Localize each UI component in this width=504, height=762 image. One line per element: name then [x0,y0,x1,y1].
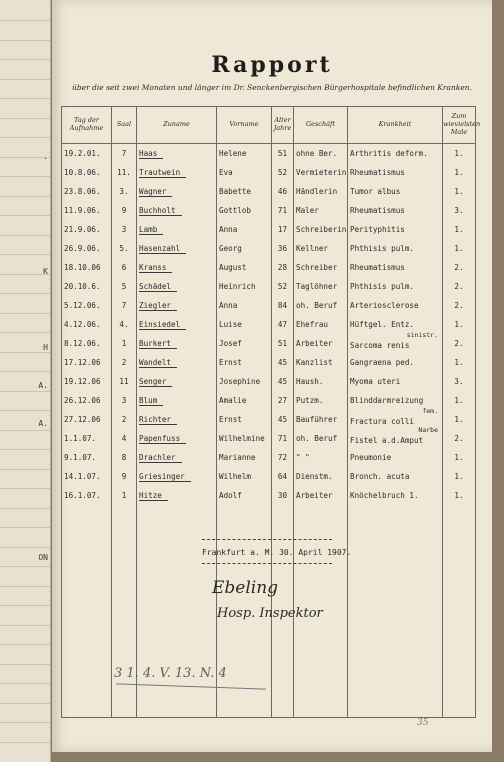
cell-occupation: Kanzlist [294,353,348,372]
table-row [62,448,476,467]
table-row [62,144,476,164]
cell-times: 1. [443,486,476,505]
cell-times: 1. [443,448,476,467]
cell-occupation: Vermieterin [294,163,348,182]
cell-occupation: oh. Beruf [294,296,348,315]
cell-hall: 1 [112,334,137,353]
cell-date: 20.10.6. [62,277,112,296]
cell-hall: 4. [112,315,137,334]
cell-occupation: Haush. [294,372,348,391]
cell-times: 1. [443,182,476,201]
cell-times: 1. [443,315,476,334]
cell-date: 18.10.06 [62,258,112,277]
col-header-surname: Zuname [137,107,217,144]
cell-hall: 2 [112,353,137,372]
cell-illness: Bronch. acuta [348,467,443,486]
cell-illness: Pneumonie [348,448,443,467]
cell-illness: Blinddarmreizung [348,391,443,410]
cell-times: 2. [443,429,476,448]
cell-firstname: Anna [217,220,272,239]
cell-times: 2. [443,334,476,353]
cell-age: 17 [272,220,294,239]
cell-age: 30 [272,486,294,505]
table-row [62,372,476,391]
cell-occupation: Kellner [294,239,348,258]
cell-hall: 6 [112,258,137,277]
table-row [62,163,476,182]
cell-hall: 9 [112,467,137,486]
table-row [62,429,476,448]
cell-date: 14.1.07. [62,467,112,486]
cell-date: 17.12.06 [62,353,112,372]
cell-date: 19.2.01. [62,144,112,164]
cell-date: 4.12.06. [62,315,112,334]
cell-age: 72 [272,448,294,467]
cell-surname: Hitze [137,486,217,505]
cell-age: 71 [272,201,294,220]
col-header-firstname: Vorname [217,107,272,144]
page-subtitle: über die seit zwei Monaten und länger im Dr. Senckenbergischen Bürgerhospitale befindlichen Kranken. [72,83,472,92]
cell-occupation: Händlerin [294,182,348,201]
cell-surname: Wagner [137,182,217,201]
cell-illness: Rheumatismus [348,201,443,220]
cell-times: 1. [443,410,476,429]
signature-title: Hosp. Inspektor [217,606,323,621]
cell-occupation: oh. Beruf [294,429,348,448]
cell-occupation: Schreiberin [294,220,348,239]
cell-times: 1. [443,391,476,410]
col-header-times: Zum wievielsten Male [443,107,476,144]
cell-date: 11.9.06. [62,201,112,220]
cell-surname: Blum [137,391,217,410]
cell-times: 3. [443,201,476,220]
cell-age: 36 [272,239,294,258]
cell-hall: 7 [112,296,137,315]
cell-age: 45 [272,410,294,429]
cell-illness: Knöchelbruch 1. [348,486,443,505]
cell-illness: Rheumatismus [348,163,443,182]
cell-times: 2. [443,277,476,296]
cell-surname: Drachler [137,448,217,467]
cell-firstname: Marianne [217,448,272,467]
cell-illness: Arthritis deform. [348,144,443,164]
cell-illness: sinistr. Sarcoma renis [348,334,443,353]
dashed-rule-bottom [202,563,332,564]
patient-table [61,106,481,718]
cell-surname: Wandelt [137,353,217,372]
cell-date: 16.1.07. [62,486,112,505]
cell-surname: Senger [137,372,217,391]
cell-surname: Trautwein [137,163,217,182]
col-header-occupation: Geschäft [294,107,348,144]
cell-occupation: ohne Ber. [294,144,348,164]
cell-hall: 5. [112,239,137,258]
cell-times: 2. [443,258,476,277]
cell-firstname: Wilhelmine [217,429,272,448]
cell-firstname: Gottlob [217,201,272,220]
cell-surname: Papenfuss [137,429,217,448]
place-date: Frankfurt a. M. 30. April 1907. [202,548,352,557]
pencil-note: 3 1. 4. V. 13. N. 4 [114,666,227,681]
cell-firstname: Josephine [217,372,272,391]
cell-hall: 2 [112,410,137,429]
cell-firstname: Josef [217,334,272,353]
cell-hall: 3. [112,182,137,201]
cell-hall: 11 [112,372,137,391]
cell-age: 52 [272,277,294,296]
cell-age: 52 [272,163,294,182]
cell-firstname: Ernst [217,353,272,372]
cell-firstname: Eva [217,163,272,182]
cell-hall: 3 [112,220,137,239]
cell-date: 27.12.06 [62,410,112,429]
page-mark: 35 [417,718,429,728]
cell-illness: Perityphitis [348,220,443,239]
table-row [62,220,476,239]
left-margin-fragment: H [43,343,48,352]
cell-illness: Hüftgel. Entz. [348,315,443,334]
table-row [62,258,476,277]
signature-ebeling: Ebeling [212,578,279,598]
cell-date: 23.8.06. [62,182,112,201]
left-margin-fragment: K [43,266,48,276]
cell-age: 64 [272,467,294,486]
cell-firstname: August [217,258,272,277]
table-row [62,296,476,315]
table-row [62,334,476,353]
col-header-illness: Krankheit [348,107,443,144]
cell-surname: Haas [137,144,217,164]
cell-age: 51 [272,144,294,164]
cell-times: 1. [443,467,476,486]
report-page [52,0,492,752]
cell-firstname: Helene [217,144,272,164]
table-row [62,277,476,296]
cell-occupation: Arbeiter [294,334,348,353]
cell-surname: Kranss [137,258,217,277]
cell-times: 3. [443,372,476,391]
col-header-date: Tag der Aufnahme [62,107,112,144]
cell-hall: 8 [112,448,137,467]
cell-illness: Rheumatismus [348,258,443,277]
cell-occupation: Arbeiter [294,486,348,505]
cell-age: 45 [272,353,294,372]
cell-hall: 7 [112,144,137,164]
cell-surname: Schädel [137,277,217,296]
cell-firstname: Georg [217,239,272,258]
cell-date: 19.12.06 [62,372,112,391]
cell-illness: Phthisis pulm. [348,277,443,296]
col-header-age: Alter Jahre [272,107,294,144]
cell-firstname: Anna [217,296,272,315]
cell-illness: Arteriosclerose [348,296,443,315]
cell-date: 5.12.06. [62,296,112,315]
facing-page-edge [0,0,51,762]
cell-occupation: Maler [294,201,348,220]
cell-date: 9.1.07. [62,448,112,467]
table-row [62,353,476,372]
cell-age: 27 [272,391,294,410]
cell-illness: Narbe Fistel a.d.Amput [348,429,443,448]
cell-age: 51 [272,334,294,353]
table-row [62,391,476,410]
illness-note: fem. [422,407,438,415]
cell-surname: Richter [137,410,217,429]
cell-times: 1. [443,144,476,164]
cell-date: 1.1.07. [62,429,112,448]
cell-illness: Tumor albus [348,182,443,201]
cell-hall: 11. [112,163,137,182]
cell-firstname: Adolf [217,486,272,505]
cell-hall: 5 [112,277,137,296]
cell-firstname: Amalie [217,391,272,410]
cell-times: 2. [443,296,476,315]
cell-firstname: Ernst [217,410,272,429]
cell-illness: Phthisis pulm. [348,239,443,258]
cell-date: 10.8.06. [62,163,112,182]
illness-note: sinistr. [406,331,438,339]
cell-occupation: Putzm. [294,391,348,410]
cell-times: 1. [443,220,476,239]
cell-age: 46 [272,182,294,201]
cell-illness: Myoma uteri [348,372,443,391]
cell-date: 21.9.06. [62,220,112,239]
cell-surname: Einsiedel [137,315,217,334]
cell-surname: Lamb [137,220,217,239]
cell-occupation: " " [294,448,348,467]
cell-age: 84 [272,296,294,315]
cell-occupation: Dienstm. [294,467,348,486]
cell-occupation: Schreiber [294,258,348,277]
cell-age: 45 [272,372,294,391]
cell-illness: fem. Fractura colli [348,410,443,429]
col-header-hall: Saal [112,107,137,144]
cell-firstname: Heinrich [217,277,272,296]
cell-occupation: Ehefrau [294,315,348,334]
cell-age: 71 [272,429,294,448]
dashed-rule-top [202,539,332,540]
cell-surname: Ziegler [137,296,217,315]
cell-date: 26.9.06. [62,239,112,258]
cell-firstname: Babette [217,182,272,201]
cell-firstname: Wilhelm [217,467,272,486]
table-header-row [62,107,476,144]
cell-surname: Hasenzahl [137,239,217,258]
cell-date: 8.12.06. [62,334,112,353]
left-margin-fragment: ON [38,553,48,563]
cell-times: 1. [443,353,476,372]
cell-times: 1. [443,163,476,182]
left-margin-fragment: . [43,152,48,161]
cell-surname: Griesinger [137,467,217,486]
left-margin-fragment: A. [38,381,48,391]
left-margin-fragment: A. [38,419,48,429]
cell-occupation: Taglöhner [294,277,348,296]
cell-date: 26.12.06 [62,391,112,410]
table-row [62,239,476,258]
table-row [62,201,476,220]
illness-note: Narbe [418,426,438,434]
page-title: Rapport [211,52,333,78]
table-row [62,410,476,429]
cell-hall: 4 [112,429,137,448]
cell-times: 1. [443,239,476,258]
table-row [62,182,476,201]
cell-age: 28 [272,258,294,277]
cell-illness: Gangraena ped. [348,353,443,372]
cell-hall: 3 [112,391,137,410]
cell-hall: 9 [112,201,137,220]
table-row [62,486,476,505]
cell-firstname: Luise [217,315,272,334]
table-row [62,467,476,486]
cell-hall: 1 [112,486,137,505]
cell-surname: Burkert [137,334,217,353]
cell-occupation: Bauführer [294,410,348,429]
cell-surname: Buchholt [137,201,217,220]
cell-age: 47 [272,315,294,334]
